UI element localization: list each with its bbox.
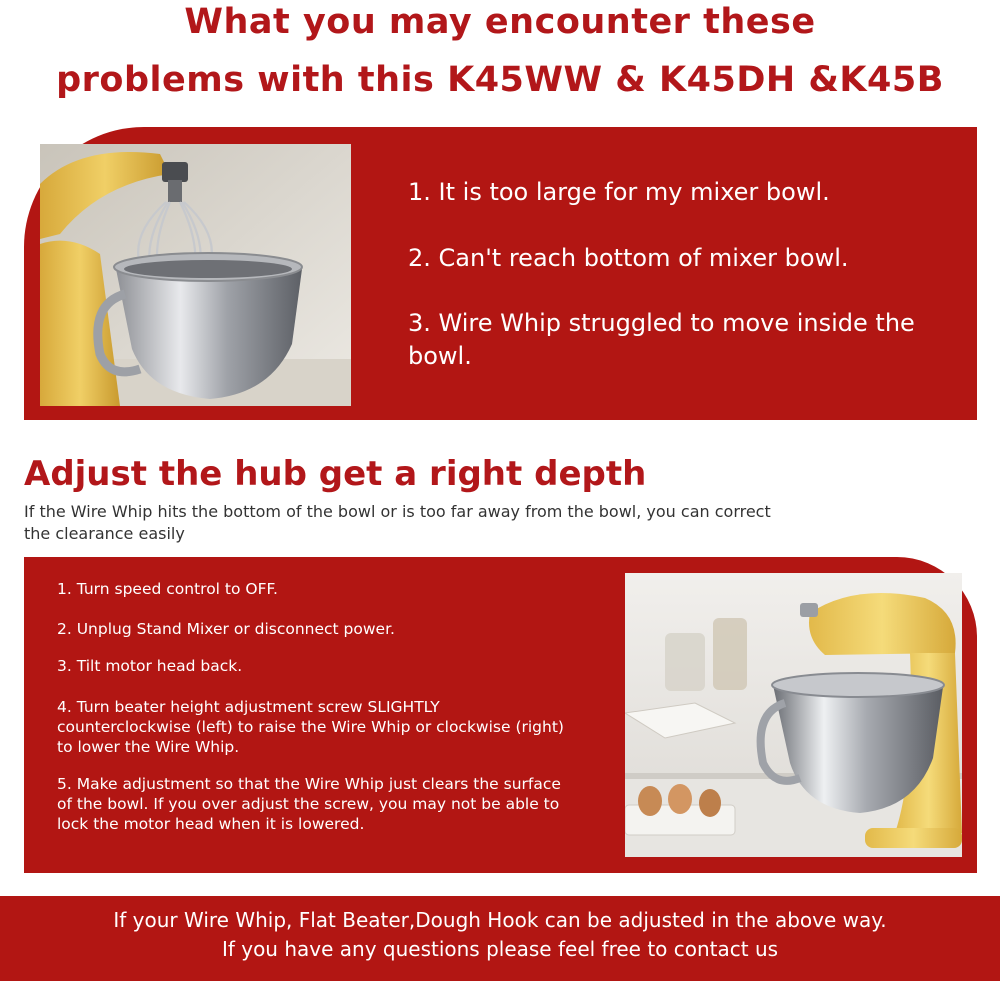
contact-footer [0, 896, 1000, 981]
problem-item: 2. Can't reach bottom of mixer bowl. [408, 244, 849, 272]
step-item: 4. Turn beater height adjustment screw SLIGHTLY counterclockwise (left) to raise the Wire Whip or clockwise (right) to lower the Wire Whip. [57, 698, 564, 756]
page-title-line-2: problems with this K45WW & K45DH &K45B [56, 60, 944, 100]
step-item: 3. Tilt motor head back. [57, 657, 243, 675]
step-item: 2. Unplug Stand Mixer or disconnect power. [57, 620, 395, 638]
page-title-line-1: What you may encounter these [184, 2, 816, 42]
step-item: 5. Make adjustment so that the Wire Whip just clears the surface of the bowl. If you over adjust the screw, you may not be able to lock the motor head when it is lowered. [57, 775, 561, 833]
footer-line-1: If your Wire Whip, Flat Beater,Dough Hook can be adjusted in the above way. [113, 908, 887, 932]
footer-line-2: If you have any questions please feel free to contact us [221, 937, 779, 961]
adjust-section-description: If the Wire Whip hits the bottom of the bowl or is too far away from the bowl, you can correct the clearance easily [24, 502, 771, 543]
problem-item: 3. Wire Whip struggled to move inside the bowl. [408, 309, 915, 370]
mixer-whip-photo [40, 144, 351, 406]
step-item: 1. Turn speed control to OFF. [57, 580, 278, 598]
adjust-section-title: Adjust the hub get a right depth [24, 454, 647, 494]
problem-item: 1. It is too large for my mixer bowl. [408, 178, 830, 206]
stand-mixer-kitchen-photo [625, 573, 962, 857]
